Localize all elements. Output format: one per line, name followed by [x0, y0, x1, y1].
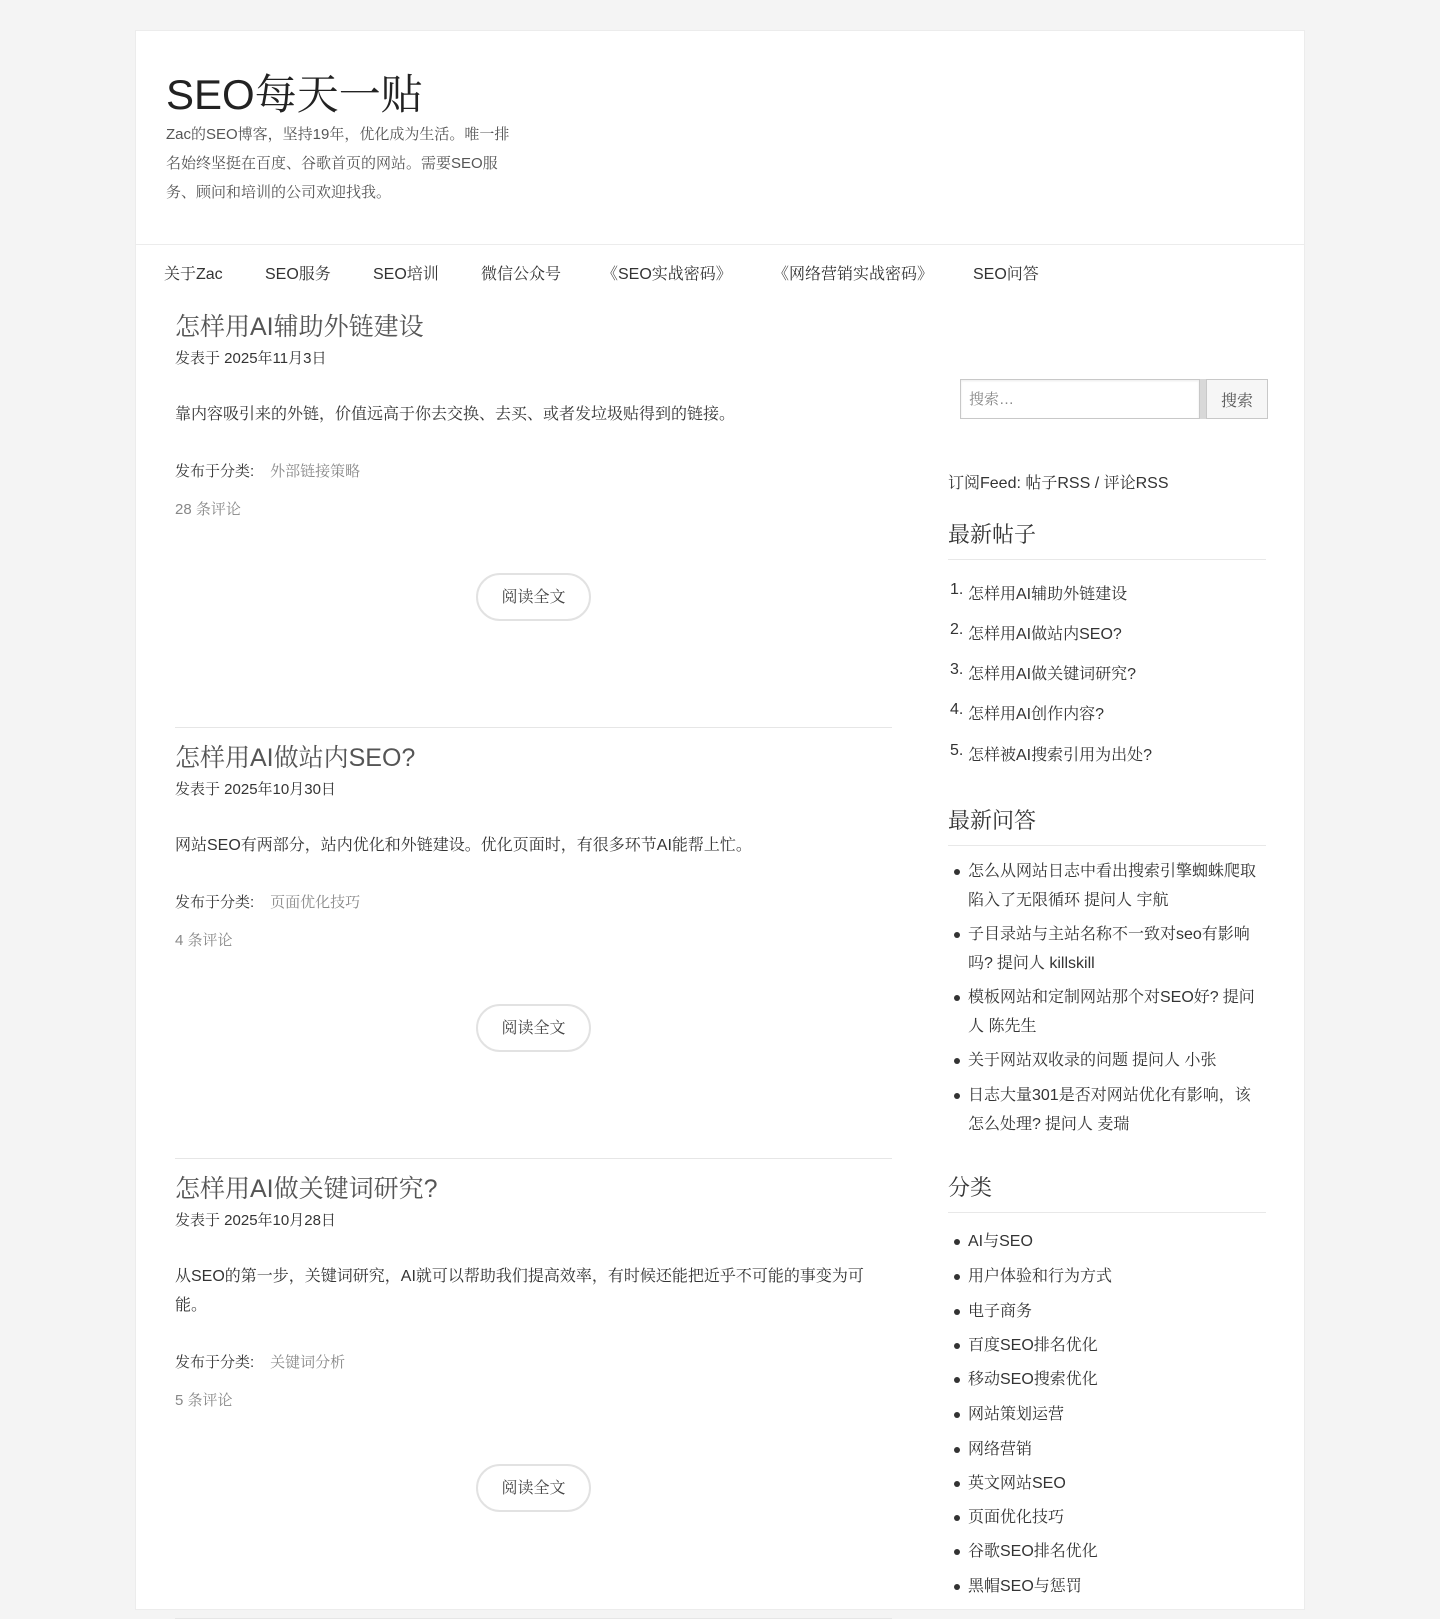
nav-item-marketing-book[interactable]: 《网络营销实战密码》 — [773, 266, 934, 283]
qa-asker: 提问人 麦瑞 — [1044, 1116, 1130, 1133]
nav-item-seo-book[interactable]: 《SEO实战密码》 — [602, 266, 732, 283]
category-link[interactable]: 页面优化技巧 — [270, 894, 361, 911]
post-excerpt: 从SEO的第一步，关键词研究，AI就可以帮助我们提高效率，有时候还能把近乎不可能的事变为可能。 — [175, 1268, 864, 1314]
search-button[interactable]: 搜索 — [1206, 379, 1268, 419]
qa-asker: 提问人 小张 — [1132, 1052, 1217, 1069]
category-link[interactable]: 电子商务 — [968, 1303, 1033, 1320]
category-label: 发布于分类: — [175, 463, 255, 480]
read-more-button[interactable]: 阅读全文 — [476, 1004, 591, 1052]
category-link[interactable]: 谷歌SEO排名优化 — [968, 1543, 1098, 1560]
bullet-icon — [954, 1377, 960, 1383]
post-entry — [175, 1159, 892, 1619]
qa-question[interactable]: 子目录站与主站名称不一致对seo有影响吗? — [968, 926, 1250, 972]
qa-question[interactable]: 模板网站和定制网站那个对SEO好? — [968, 989, 1219, 1006]
post-date: 发表于 2025年10月30日 — [175, 781, 336, 798]
post-excerpt: 靠内容吸引来的外链，价值远高于你去交换、去买、或者发垃圾贴得到的链接。 — [175, 406, 736, 423]
category-link[interactable]: 用户体验和行为方式 — [968, 1268, 1113, 1285]
post-date: 发表于 2025年11月3日 — [175, 350, 327, 367]
feed-separator: / — [1090, 475, 1104, 492]
category-link[interactable]: 关键词分析 — [270, 1354, 346, 1371]
bullet-icon — [954, 1447, 960, 1453]
feed-subscribe — [948, 470, 1169, 493]
comments-link[interactable]: 4 条评论 — [175, 932, 233, 949]
qa-asker: 提问人 宇航 — [1084, 892, 1169, 909]
category-link[interactable]: 外部链接策略 — [270, 463, 361, 480]
nav-item-seo-services[interactable]: SEO服务 — [265, 266, 331, 283]
post-date: 发表于 2025年10月28日 — [175, 1212, 336, 1229]
search-form — [960, 379, 1266, 419]
bullet-icon — [954, 1412, 960, 1418]
post-categories — [175, 1351, 345, 1372]
nav-item-wechat[interactable]: 微信公众号 — [481, 266, 562, 283]
site-title[interactable]: SEO每天一贴 — [166, 71, 423, 118]
page-container: SEO每天一贴 Zac的SEO博客，坚持19年，优化成为生活。唯一排名始终坚挺在百度、谷歌首页的网站。需要SEO服务、顾问和培训的公司欢迎找我。 关于Zac SEO服务 SEO培训 微信公众号 《SEO实战密码》 《网络营销实战密码》 SEO问答 怎样用AI辅助外链建设 发表于 2025年11月3日 靠内容吸引来的外链，价值远高于你去交换、去买、或者发垃圾贴得到的链接。 发布于分类: 外部链接策略 28 条评论 阅读全文 怎样用AI做站内SEO? 发表于 2025年10月30日 网站SEO有两部分，站内优化和外链建设。优化页面时，有很多环节AI能帮上忙。 发布于分类: 页面优化技巧 4 条评论 阅读全文 怎样用AI做关键词研究? 发表于 2025年10月28日 从SEO的第一步，关键词研究，AI就可以帮助我们提高效率，有时候还能把近乎不可能的事变为可能。 发布于分类: 关键词分析 5 条评论 阅读全文 搜索… 搜索 订阅Feed: 帖子RSS / 评论RSS 最新帖子 1. 怎样用AI辅助外链建设 2. 怎样用AI做站内SEO? 3. 怎样用AI做关键词研究? 4. 怎样用AI创作内容? 5. 怎样被AI搜索引用为出处? 最新问答 怎么从网站日志中看出搜索引擎蜘蛛爬取陷入了无限循环 提问人 宇航 子目录站与主站名称不一致对seo有影响吗? 提问人 killskill 模板网站和定制网站那个对SEO好? 提问人 陈先生 关于网站双收录的问题 提问人 小张 日志大量301是否对网站优化有影响，该怎么处理? 提问人 麦瑞 分类 AI与SEO 用户体验和行为方式 电子商务 百度SEO排名优化 移动SEO搜索优化 网站策划运营 网络营销 英文网站SEO 页面优化技巧 谷歌SEO排名优化 黑帽SEO与惩罚 — [135, 30, 1305, 1610]
bullet-icon — [954, 1584, 960, 1590]
category-link[interactable]: 页面优化技巧 — [968, 1509, 1065, 1526]
feed-label: 订阅Feed: — [948, 475, 1021, 492]
recent-post-link[interactable]: 怎样用AI辅助外链建设 — [968, 586, 1128, 603]
recent-post-link[interactable]: 怎样用AI创作内容? — [968, 706, 1105, 723]
category-label: 发布于分类: — [175, 894, 255, 911]
qa-asker: 提问人 killskill — [996, 955, 1095, 972]
category-link[interactable]: 移动SEO搜索优化 — [968, 1371, 1098, 1388]
bullet-icon — [954, 1343, 960, 1349]
bullet-icon — [954, 1274, 960, 1280]
search-input[interactable] — [960, 379, 1200, 419]
category-link[interactable]: AI与SEO — [968, 1233, 1033, 1250]
category-link[interactable]: 网络营销 — [968, 1441, 1033, 1458]
bullet-icon — [954, 1309, 960, 1315]
post-categories — [175, 460, 360, 481]
comments-link[interactable]: 28 条评论 — [175, 501, 241, 518]
category-link[interactable]: 英文网站SEO — [968, 1475, 1066, 1492]
read-more-button[interactable]: 阅读全文 — [476, 1464, 591, 1512]
nav-item-seo-qa[interactable]: SEO问答 — [973, 266, 1039, 283]
category-link[interactable]: 黑帽SEO与惩罚 — [968, 1578, 1082, 1595]
bullet-icon — [954, 869, 960, 875]
qa-question[interactable]: 怎么从网站日志中看出搜索引擎蜘蛛爬取陷入了无限循环 — [968, 863, 1257, 909]
bullet-icon — [954, 1093, 960, 1099]
recent-post-link[interactable]: 怎样用AI做关键词研究? — [968, 666, 1137, 683]
categories-title: 分类 — [948, 1171, 1266, 1213]
read-more-button[interactable]: 阅读全文 — [476, 573, 591, 621]
post-title[interactable]: 怎样用AI做关键词研究? — [175, 1175, 438, 1203]
recent-posts-title: 最新帖子 — [948, 518, 1266, 560]
category-link[interactable]: 网站策划运营 — [968, 1406, 1065, 1423]
qa-question[interactable]: 日志大量301是否对网站优化有影响，该怎么处理? — [968, 1087, 1251, 1133]
recent-post-link[interactable]: 怎样用AI做站内SEO? — [968, 626, 1122, 643]
post-entry — [175, 728, 892, 1159]
category-label: 发布于分类: — [175, 1354, 255, 1371]
qa-question[interactable]: 关于网站双收录的问题 — [968, 1052, 1129, 1069]
bullet-icon — [954, 1058, 960, 1064]
main-navigation — [136, 245, 1304, 297]
site-header — [136, 31, 1304, 245]
nav-item-about-zac[interactable]: 关于Zac — [164, 266, 223, 283]
comments-link[interactable]: 5 条评论 — [175, 1392, 233, 1409]
nav-item-seo-training[interactable]: SEO培训 — [373, 266, 439, 283]
post-categories — [175, 891, 360, 912]
post-excerpt: 网站SEO有两部分，站内优化和外链建设。优化页面时，有很多环节AI能帮上忙。 — [175, 837, 752, 854]
category-link[interactable]: 百度SEO排名优化 — [968, 1337, 1098, 1354]
posts-rss-link[interactable]: 帖子RSS — [1025, 475, 1091, 492]
post-title[interactable]: 怎样用AI辅助外链建设 — [175, 313, 424, 341]
qa-asker: 提问人 陈先生 — [968, 989, 1255, 1035]
post-entry — [175, 297, 892, 728]
bullet-icon — [954, 1481, 960, 1487]
bullet-icon — [954, 1515, 960, 1521]
bullet-icon — [954, 995, 960, 1001]
post-title[interactable]: 怎样用AI做站内SEO? — [175, 744, 416, 772]
bullet-icon — [954, 1239, 960, 1245]
recent-qa-title: 最新问答 — [948, 804, 1266, 846]
bullet-icon — [954, 932, 960, 938]
bullet-icon — [954, 1549, 960, 1555]
post-list — [175, 297, 892, 1619]
recent-post-link[interactable]: 怎样被AI搜索引用为出处? — [968, 747, 1153, 764]
comments-rss-link[interactable]: 评论RSS — [1103, 475, 1169, 492]
site-description: Zac的SEO博客，坚持19年，优化成为生活。唯一排名始终坚挺在百度、谷歌首页的网站。需要SEO服务、顾问和培训的公司欢迎找我。 — [166, 126, 510, 201]
